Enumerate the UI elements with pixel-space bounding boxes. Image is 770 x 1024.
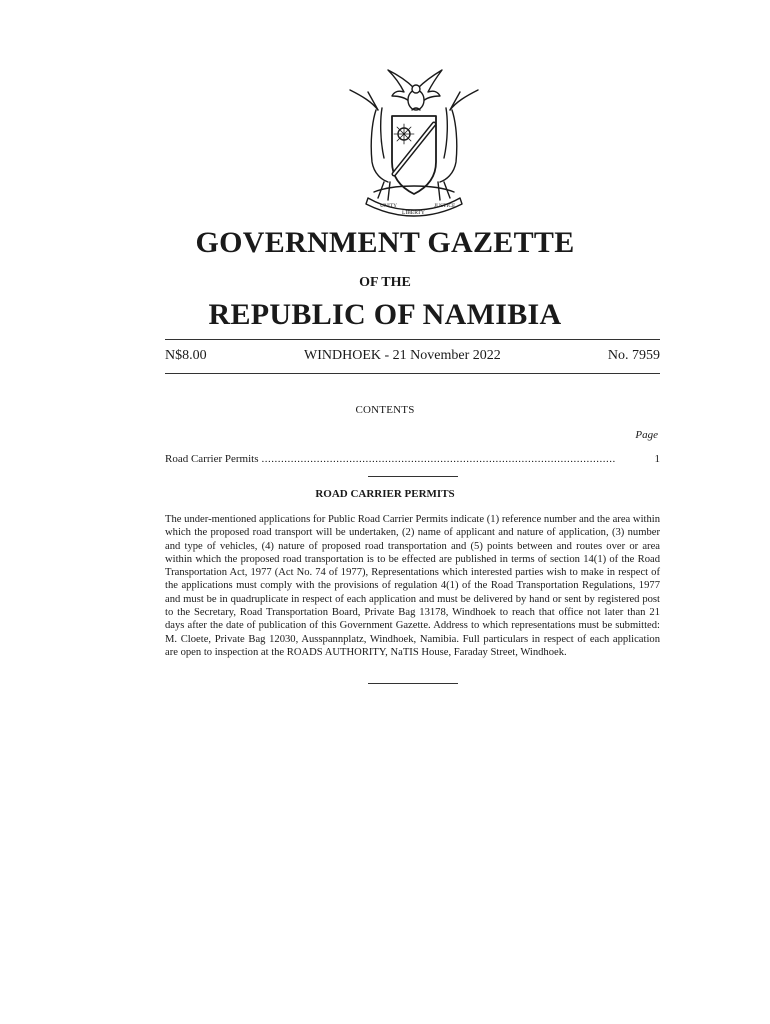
- section-divider-top: [368, 476, 458, 477]
- section-body-paragraph: The under-mentioned applications for Public Road Carrier Permits indicate (1) reference number and the area within which the proposed road transport will be undertaken, (2) name of applicant and nature of application, (3) number and type of vehicles, (4) nature of proposed road transportation and (5) points between and routes over or area within which the proposed road transportation is to be effected are published in terms of section 14(1) of the Road Transportation Act, 1977 (Act No. 74 of 1977), Representations which interested parties wish to make in respect of the applications must comply with the provisions of regulation 4(1) of the Road Transportation Regulations, 1977 and must be in quadruplicate in respect of each application and must be delivered by hand or sent by registered post to the Secretary, Road Transportation Board, Private Bag 13178, Windhoek to reach that office not later than 21 days after the date of publication of this Government Gazette. Address to which representations must be submitted: M. Cloete, Private Bag 12030, Ausspannplatz, Windhoek, Namibia. Full particulars in respect of each application are open to inspection at the ROADS AUTHORITY, NaTIS House, Faraday Street, Windhoek.: [165, 514, 660, 658]
- issue-number: No. 7959: [607, 348, 660, 363]
- motto-unity: UNITY: [380, 203, 398, 209]
- motto-liberty: LIBERTY: [402, 210, 425, 216]
- section-divider-bottom: [368, 683, 458, 684]
- section-heading: ROAD CARRIER PERMITS: [315, 488, 455, 500]
- gazette-title: GOVERNMENT GAZETTE: [195, 226, 575, 259]
- contents-entry[interactable]: [165, 453, 660, 467]
- gazette-country-title: REPUBLIC OF NAMIBIA: [208, 298, 562, 331]
- issue-place-date: WINDHOEK - 21 November 2022: [304, 348, 501, 363]
- header-bottom-rule: [165, 373, 660, 374]
- contents-leader-dots: [261, 453, 616, 465]
- header-top-rule: [165, 339, 660, 340]
- motto-justice: JUSTICE: [434, 203, 456, 209]
- contents-page-label: Page: [635, 429, 658, 441]
- contents-heading: CONTENTS: [355, 404, 415, 416]
- issue-price: N$8.00: [165, 348, 207, 363]
- contents-entry-page: 1: [654, 453, 660, 465]
- contents-entry-title: Road Carrier Permits: [165, 453, 259, 465]
- gazette-subtitle-of-the: OF THE: [359, 275, 411, 290]
- coat-of-arms-emblem: [338, 62, 490, 218]
